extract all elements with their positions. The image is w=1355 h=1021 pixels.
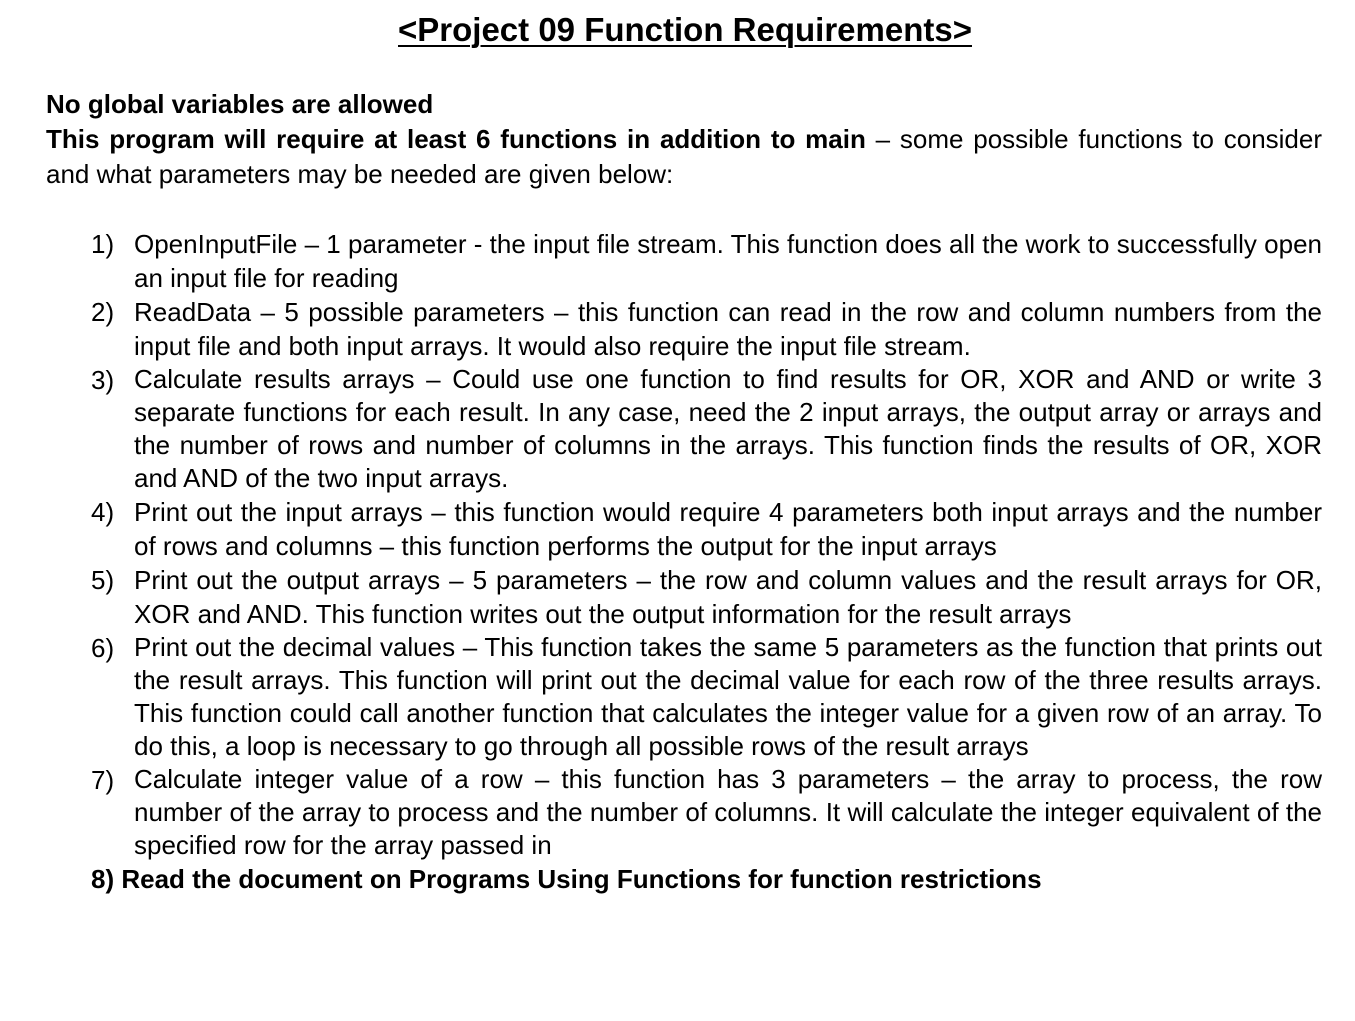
function-restrictions-note: 8) Read the document on Programs Using Functions for function restrictions — [91, 864, 1042, 894]
function-list — [46, 227, 1322, 896]
function-count-requirement — [46, 122, 1322, 192]
list-item-text: OpenInputFile – 1 parameter - the input file stream. This function does all the work to successfully open an input file for reading — [134, 229, 1322, 293]
list-item-number: 6) — [91, 633, 115, 663]
list-item-text: Print out the decimal values – This function takes the same 5 parameters as the function that prints out the result arrays. This function will print out the decimal value for each row of the three results arrays. This function could call another function that calculates the integer value for a given row of an array. To do this, a loop is necessary to go through all possible rows of the result arrays — [134, 632, 1322, 761]
list-item-number: 4) — [91, 497, 115, 527]
list-item — [46, 763, 1322, 862]
list-item-number: 5) — [91, 565, 115, 595]
global-variables-rule: No global variables are allowed — [46, 89, 434, 119]
list-item — [46, 563, 1322, 631]
list-item — [46, 363, 1322, 495]
list-item-text: ReadData – 5 possible parameters – this function can read in the row and column numbers from the input file and both input arrays. It would also require the input file stream. — [134, 297, 1322, 361]
list-item-text: Calculate results arrays – Could use one function to find results for OR, XOR and AND or write 3 separate functions for each result. In any case, need the 2 input arrays, the output array or arrays and the number of rows and number of columns in the arrays. This function finds the results of OR, XOR and AND of the two input arrays. — [134, 364, 1322, 493]
list-item-text: Print out the input arrays – this function would require 4 parameters both input arrays and the number of rows and columns – this function performs the output for the input arrays — [134, 497, 1322, 561]
list-item — [46, 295, 1322, 363]
list-item-number: 1) — [91, 229, 115, 259]
list-item-text: Print out the output arrays – 5 parameters – the row and column values and the result arrays for OR, XOR and AND. This function writes out the output information for the result arrays — [134, 565, 1322, 629]
list-item — [46, 631, 1322, 763]
requirement-bold-text: This program will require at least 6 functions in addition to main — [46, 124, 866, 154]
list-item — [46, 495, 1322, 563]
list-item-number: 3) — [91, 365, 115, 395]
page-title: <Project 09 Function Requirements> — [398, 11, 972, 48]
intro-section — [46, 87, 1322, 192]
list-item-number: 7) — [91, 765, 115, 795]
list-item — [46, 227, 1322, 295]
requirement-rest-text: – some possible functions to consider and what parameters may be needed are given below: — [46, 124, 1323, 189]
list-item-text: Calculate integer value of a row – this function has 3 parameters – the array to process, the row number of the array to process and the number of columns. It will calculate the integer equivalent of the specified row for the array passed in — [134, 764, 1322, 860]
list-item-number: 2) — [91, 297, 115, 327]
